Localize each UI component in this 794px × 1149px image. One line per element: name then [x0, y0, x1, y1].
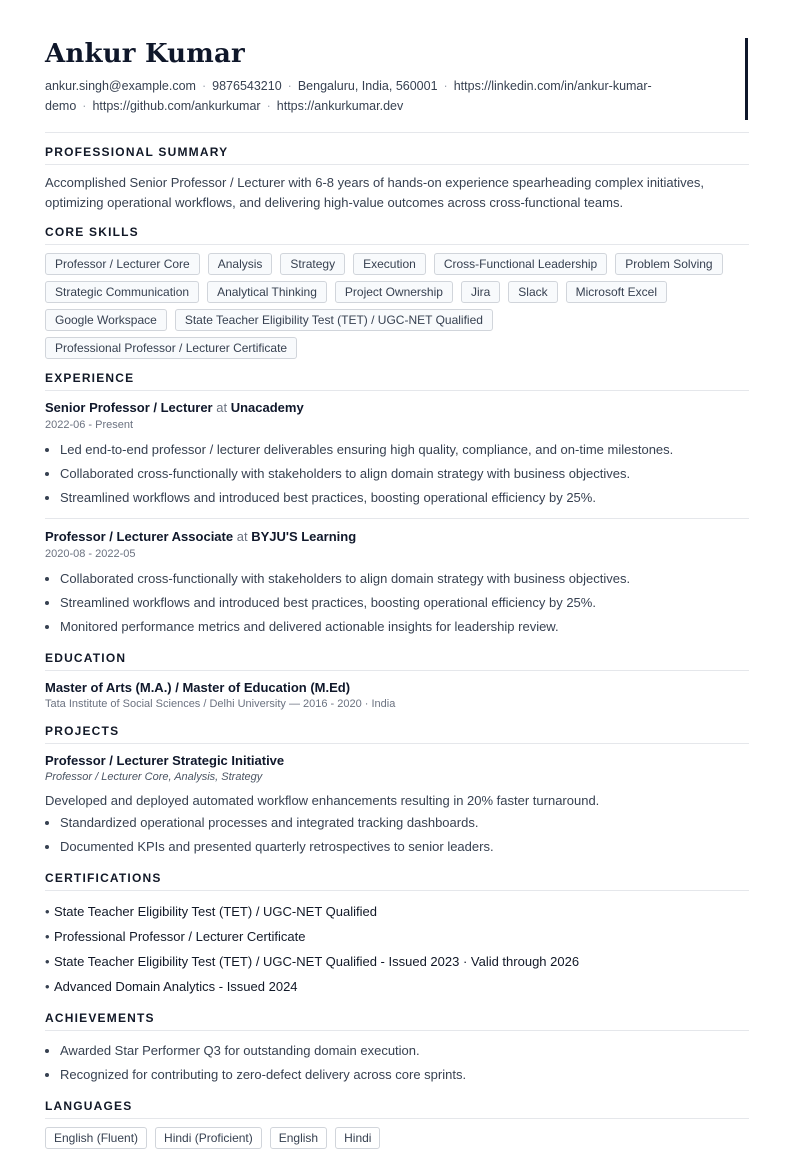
skills-section [45, 225, 749, 359]
contact-separator: · [201, 79, 207, 93]
project-tech-stack: Professor / Lecturer Core, Analysis, Strategy [45, 771, 263, 783]
job-heading [45, 528, 749, 546]
job-at-connector: at [216, 400, 228, 415]
skill-chip: Professor / Lecturer Core [45, 253, 200, 275]
contact-separator: · [287, 79, 292, 93]
header-accent-bar [745, 38, 748, 120]
contact-separator: · [443, 79, 448, 93]
experience-entry [45, 399, 749, 510]
contact-line [45, 76, 725, 116]
job-heading [45, 399, 749, 417]
project-name: Professor / Lecturer Strategic Initiative [45, 753, 285, 768]
job-role: Senior Professor / Lecturer [45, 400, 213, 415]
contact-github-link[interactable]: https://github.com/ankurkumar [92, 99, 261, 113]
certification-text: Advanced Domain Analytics - Issued 2024 [54, 979, 298, 994]
skill-chip: Google Workspace [45, 309, 167, 331]
language-chip: English [270, 1127, 327, 1149]
project-bullet: • Documented KPIs and presented quarterly retrospectives to senior leaders. [60, 835, 749, 859]
contact-separator: · [82, 99, 87, 113]
languages-section [45, 1099, 749, 1149]
education-meta: Tata Institute of Social Sciences / Delhi University — 2016 - 2020 · India [45, 698, 396, 710]
certification-item [45, 899, 749, 924]
skill-chip: State Teacher Eligibility Test (TET) / UGC-NET Qualified [175, 309, 493, 331]
skill-chip: Problem Solving [615, 253, 722, 275]
language-chip: Hindi (Proficient) [155, 1127, 262, 1149]
section-title-achievements: ACHIEVEMENTS [45, 1011, 749, 1031]
job-bullet: • Monitored performance metrics and delivered actionable insights for leadership review. [60, 615, 749, 639]
contact-website-link[interactable]: https://ankurkumar.dev [276, 99, 404, 113]
section-title-education: EDUCATION [45, 651, 749, 671]
job-bullet: • Collaborated cross-functionally with stakeholders to align domain strategy with business objectives. [60, 462, 749, 486]
achievement-list [45, 1039, 749, 1087]
certification-item [45, 924, 749, 949]
candidate-name: Ankur Kumar [45, 39, 245, 69]
section-title-skills: CORE SKILLS [45, 225, 749, 245]
skill-chip: Professional Professor / Lecturer Certificate [45, 337, 297, 359]
section-title-certifications: CERTIFICATIONS [45, 871, 749, 891]
skill-chip: Microsoft Excel [566, 281, 667, 303]
language-chip: Hindi [335, 1127, 380, 1149]
summary-text: Accomplished Senior Professor / Lecturer with 6-8 years of hands-on experience spearheading complex initiatives, optimizing operational workflows, and delivering high-value outcomes across cross-functional teams. [45, 175, 705, 210]
certification-text: Professional Professor / Lecturer Certificate [54, 929, 306, 944]
certification-list [45, 899, 749, 999]
job-bullet-list [45, 567, 749, 639]
job-bullet: • Streamlined workflows and introduced best practices, boosting operational efficiency by 25%. [60, 486, 749, 510]
job-at-connector: at [236, 529, 248, 544]
project-bullet: • Standardized operational processes and integrated tracking dashboards. [60, 811, 749, 835]
job-dates: 2020-08 - 2022-05 [45, 548, 136, 560]
contact-separator: · [266, 99, 271, 113]
projects-section [45, 724, 749, 859]
job-company: BYJU'S Learning [251, 529, 357, 544]
job-bullet-list [45, 438, 749, 510]
skill-chip: Strategy [280, 253, 345, 275]
education-degree: Master of Arts (M.A.) / Master of Education (M.Ed) [45, 680, 351, 695]
certification-item [45, 974, 749, 999]
job-bullet: • Streamlined workflows and introduced best practices, boosting operational efficiency by 25%. [60, 591, 749, 615]
experience-section [45, 371, 749, 639]
job-company: Unacademy [230, 400, 304, 415]
achievement-item: • Awarded Star Performer Q3 for outstanding domain execution. [60, 1039, 749, 1063]
language-chip: English (Fluent) [45, 1127, 147, 1149]
skill-chip: Analysis [208, 253, 273, 275]
skill-chip: Execution [353, 253, 426, 275]
contact-linkedin-link[interactable]: https://linkedin.com/in/ankur-kumar-demo [45, 79, 652, 113]
experience-entry [45, 518, 749, 639]
certifications-section [45, 871, 749, 999]
bullet-dot: • [45, 954, 50, 969]
skill-chip: Slack [508, 281, 557, 303]
job-dates: 2022-06 - Present [45, 419, 134, 431]
certification-item [45, 949, 749, 974]
bullet-dot: • [45, 979, 50, 994]
education-section [45, 651, 749, 712]
project-description: Developed and deployed automated workflow enhancements resulting in 20% faster turnaround. [45, 793, 600, 808]
summary-section [45, 145, 749, 213]
section-title-experience: EXPERIENCE [45, 371, 749, 391]
header-divider [45, 132, 749, 133]
contact-email[interactable]: ankur.singh@example.com [45, 79, 196, 93]
job-bullet: • Led end-to-end professor / lecturer deliverables ensuring high quality, compliance, and on-time milestones. [60, 438, 749, 462]
language-chip-list [45, 1127, 749, 1149]
skill-chip: Strategic Communication [45, 281, 199, 303]
job-role: Professor / Lecturer Associate [45, 529, 234, 544]
certification-text: State Teacher Eligibility Test (TET) / UGC-NET Qualified [54, 904, 377, 919]
skills-chip-list [45, 253, 749, 359]
skill-chip: Cross-Functional Leadership [434, 253, 607, 275]
skill-chip: Analytical Thinking [207, 281, 327, 303]
section-title-languages: LANGUAGES [45, 1099, 749, 1119]
skill-chip: Jira [461, 281, 500, 303]
section-title-projects: PROJECTS [45, 724, 749, 744]
achievements-section [45, 1011, 749, 1087]
skill-chip: Project Ownership [335, 281, 453, 303]
achievement-item: • Recognized for contributing to zero-defect delivery across core sprints. [60, 1063, 749, 1087]
contact-phone[interactable]: 9876543210 [212, 79, 282, 93]
job-bullet: • Collaborated cross-functionally with stakeholders to align domain strategy with business objectives. [60, 567, 749, 591]
section-title-summary: PROFESSIONAL SUMMARY [45, 145, 749, 165]
project-bullet-list [45, 811, 749, 859]
bullet-dot: • [45, 929, 50, 944]
bullet-dot: • [45, 904, 50, 919]
certification-text: State Teacher Eligibility Test (TET) / UGC-NET Qualified - Issued 2023 · Valid through 2026 [54, 954, 580, 969]
contact-location: Bengaluru, India, 560001 [297, 79, 438, 93]
